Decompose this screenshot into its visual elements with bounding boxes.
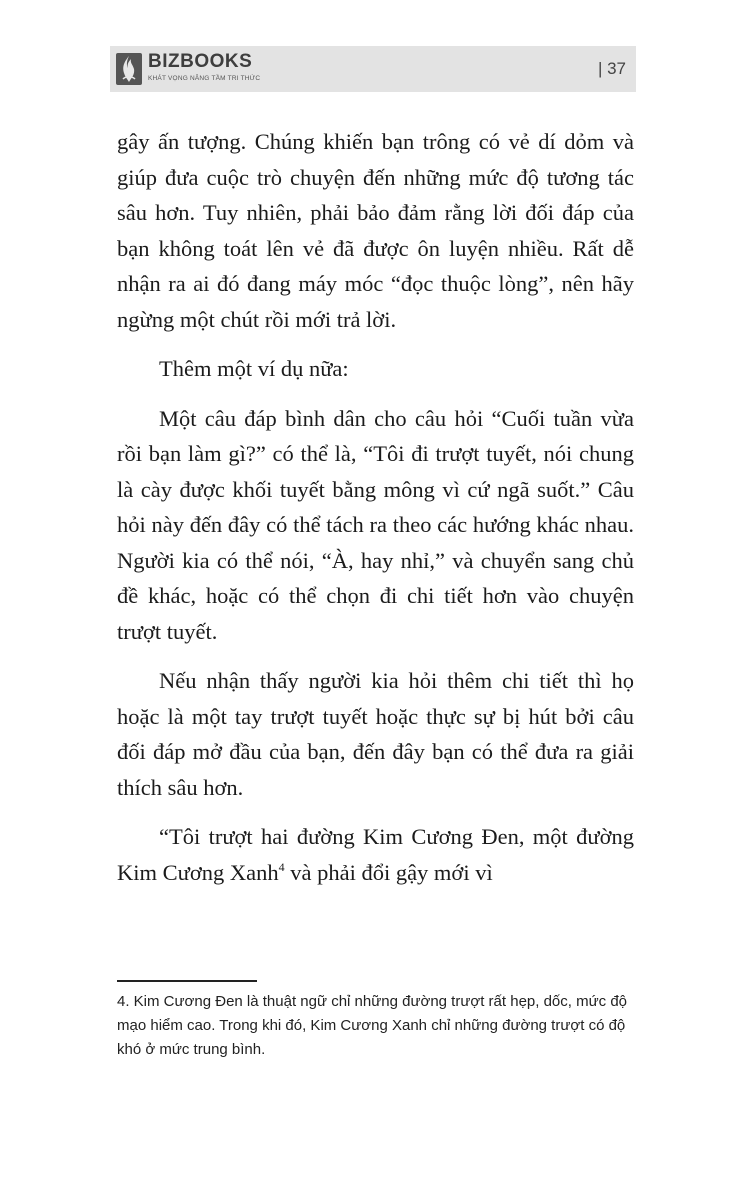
footnote-ref[interactable]: 4 xyxy=(278,859,285,874)
paragraph-4: Nếu nhận thấy người kia hỏi thêm chi tiết thì họ hoặc là một tay trượt tuyết hoặc thực sự bị hút bởi câu đối đáp mở đầu của bạn, đến đây bạn có thể đưa ra giải thích sâu hơn. xyxy=(117,668,634,800)
brand-name: BIZBOOKS xyxy=(148,51,253,72)
page-header xyxy=(110,46,636,92)
paragraph-5-start: “Tôi trượt hai đường Kim Cương Đen, một đường Kim Cương Xanh xyxy=(117,824,634,885)
paragraph-2: Thêm một ví dụ nữa: xyxy=(159,356,349,381)
footnote-divider xyxy=(117,980,257,982)
brand-tagline: KHÁT VỌNG NÂNG TẦM TRI THỨC xyxy=(148,75,261,82)
body-text xyxy=(117,124,634,890)
paragraph-5 xyxy=(117,819,634,890)
paragraph-3: Một câu đáp bình dân cho câu hỏi “Cuối tuần vừa rồi bạn làm gì?” có thể là, “Tôi đi trượt tuyết, nói chung là cày được khối tuyết bằng mông vì cứ ngã suốt.” Câu hỏi này đến đây có thể tách ra theo các hướng khác nhau. Người kia có thể nói, “À, hay nhỉ,” và chuyển sang chủ đề khác, hoặc có thể chọn đi chi tiết hơn vào chuyện trượt tuyết. xyxy=(117,405,634,644)
bizbooks-flame-logo-icon xyxy=(116,53,142,85)
page-number: | 37 xyxy=(597,59,626,78)
paragraph-5-end: và phải đổi gậy mới vì xyxy=(284,859,493,885)
paragraph-1: gây ấn tượng. Chúng khiến bạn trông có vẻ dí dỏm và giúp đưa cuộc trò chuyện đến những mức độ tương tác sâu hơn. Tuy nhiên, phải bảo đảm rằng lời đối đáp của bạn không toát lên vẻ đã được ôn luyện nhiều. Rất dễ nhận ra ai đó đang máy móc “đọc thuộc lòng”, nên hãy ngừng một chút rồi mới trả lời. xyxy=(117,129,634,332)
footnote: 4. Kim Cương Đen là thuật ngữ chỉ những đường trượt rất hẹp, dốc, mức độ mạo hiểm cao. Trong khi đó, Kim Cương Xanh chỉ những đường trượt có độ khó ở mức trung bình. xyxy=(117,993,627,1058)
